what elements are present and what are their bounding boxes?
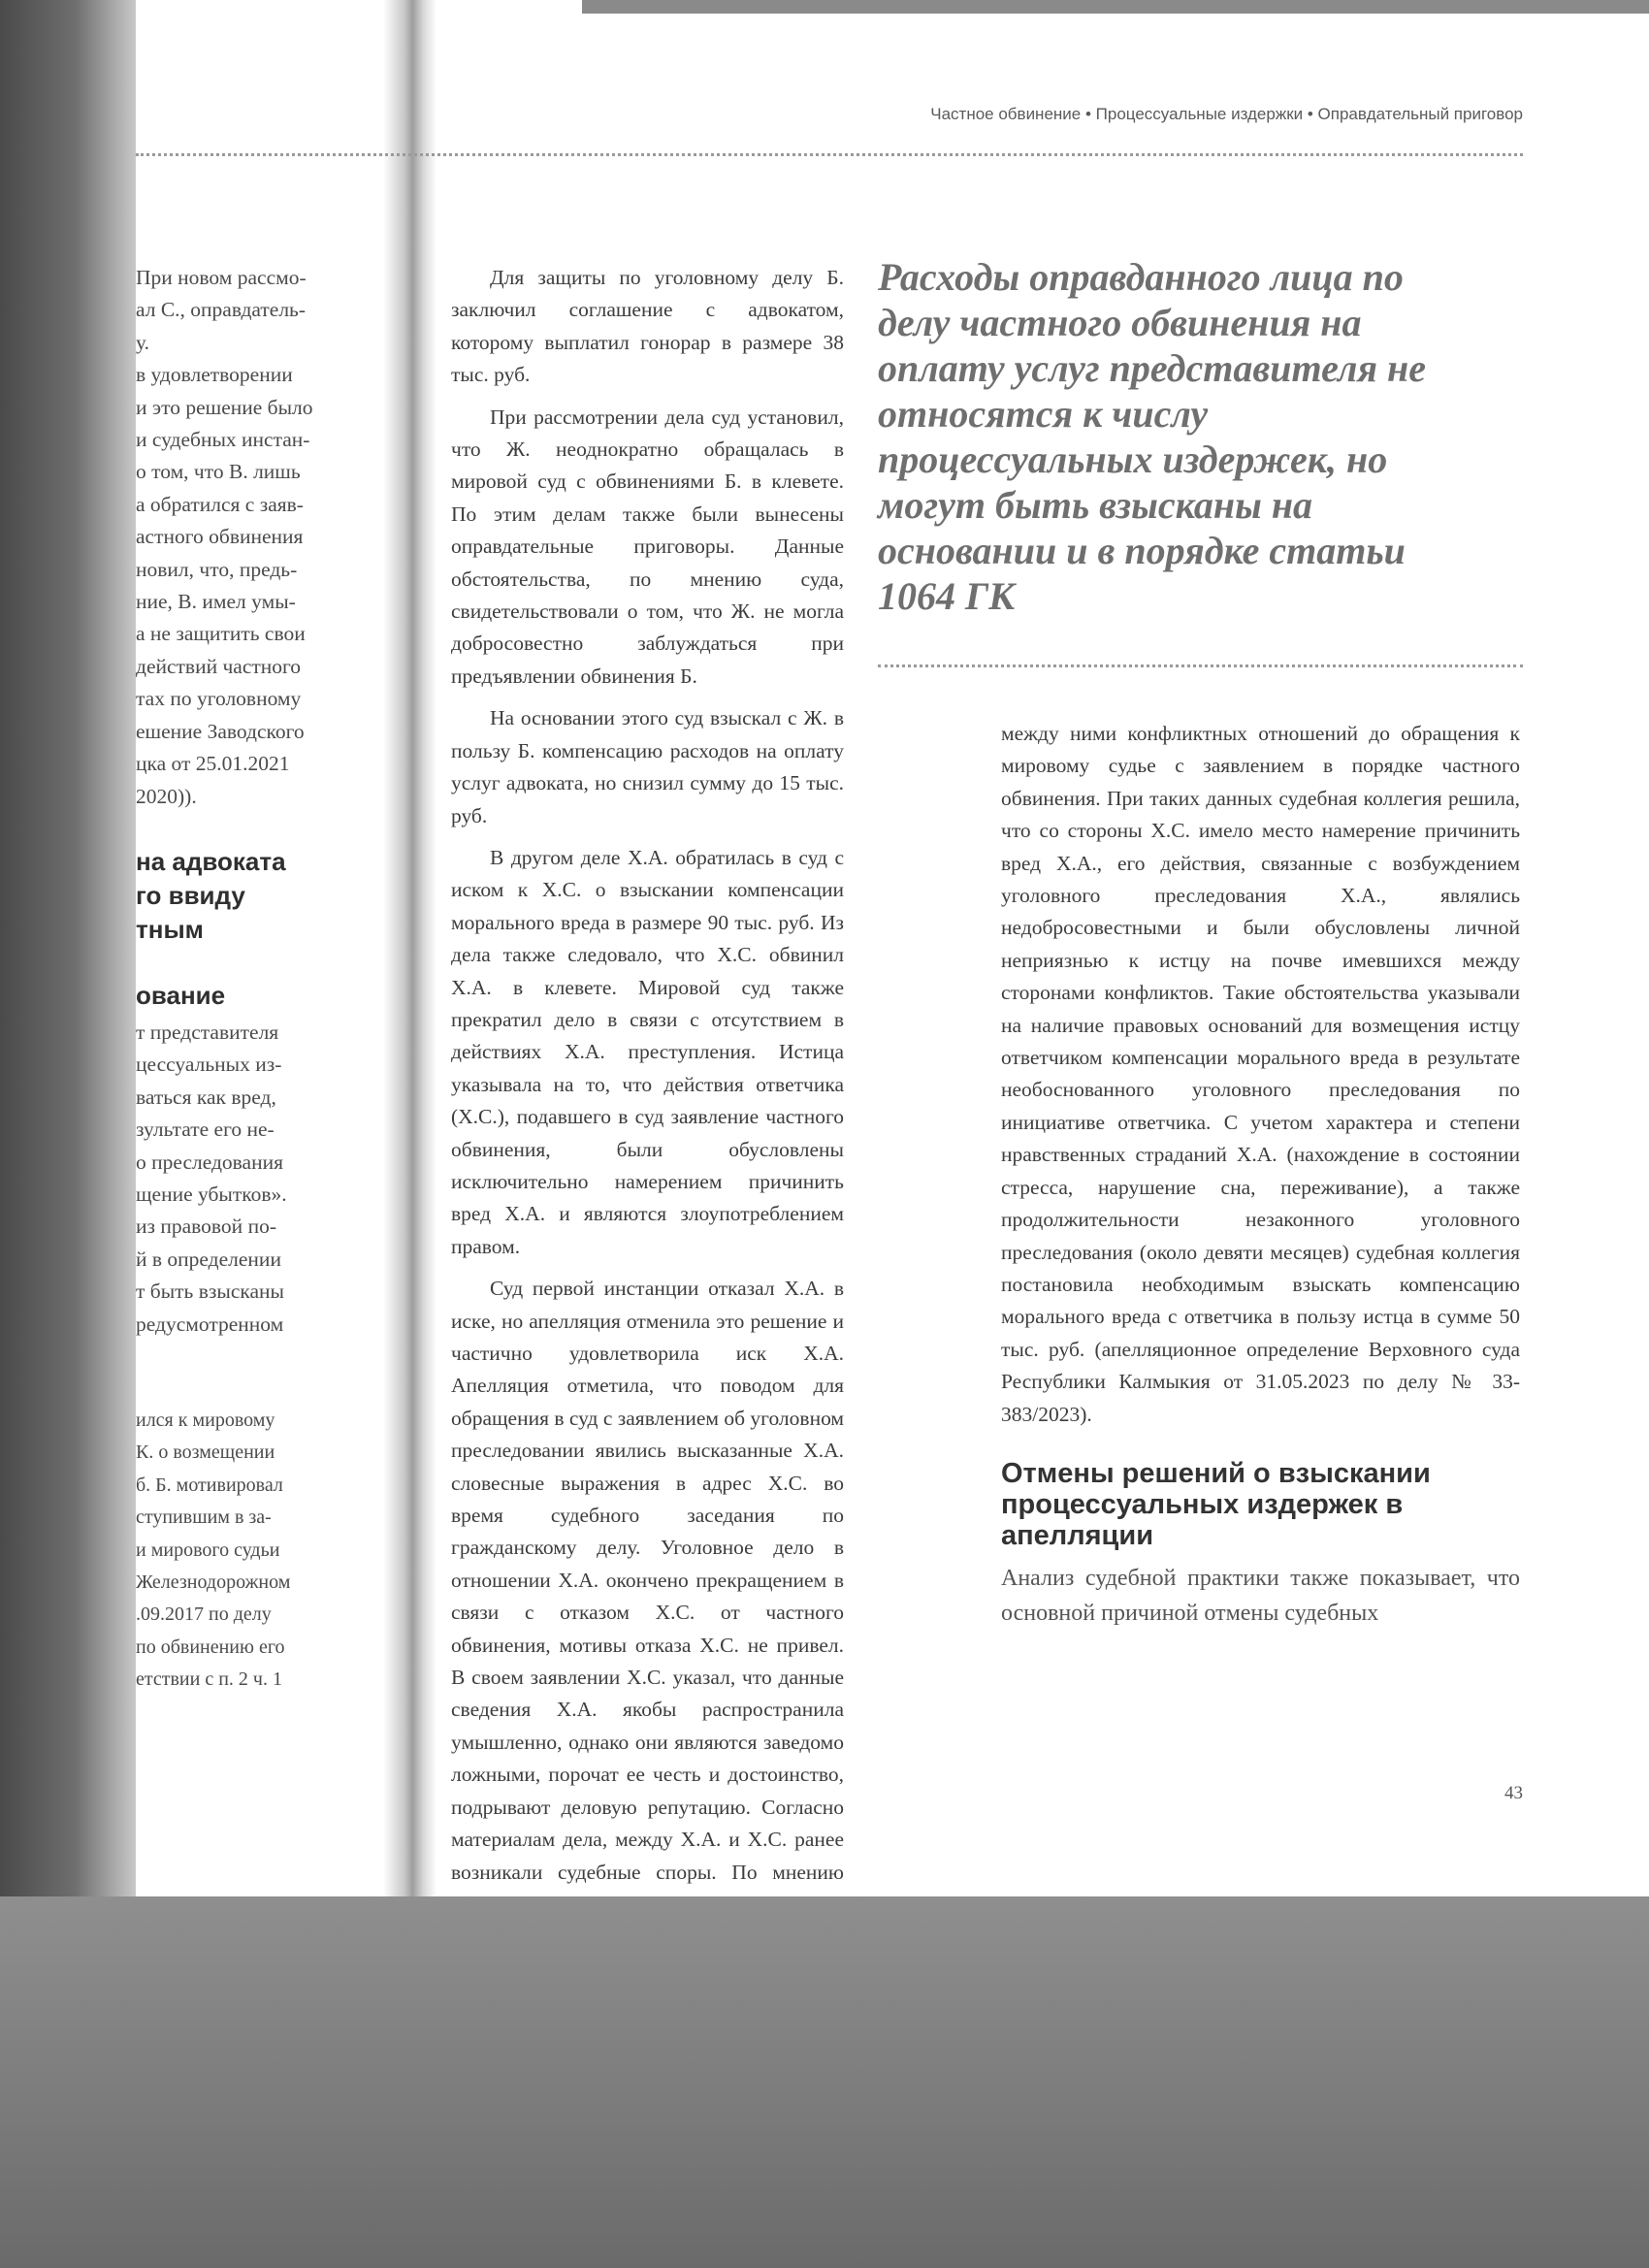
left-column-line: и мирового судьи — [136, 1539, 280, 1561]
page-number: 43 — [1504, 1783, 1523, 1803]
left-column-line: ал С., оправдатель- — [136, 298, 307, 322]
left-column-heading-line: тным — [136, 914, 204, 944]
left-column-heading-line: на адвоката — [136, 846, 286, 876]
left-column-line: а обратился с заяв- — [136, 492, 304, 516]
left-column-line: цка от 25.01.2021 — [136, 752, 290, 776]
pull-quote-divider — [878, 664, 1523, 667]
middle-column-paragraph: При рассмотрении дела суд установил, что Ж. неоднократно обращалась в мировой суд с обвинениями Б. в клевете. По этим делам также были вынесены оправдательные приговоры. Данные обстоятельства, по мнению суда, свидетельствовали о том, что Ж. не могла добросовестно заблуждаться при предъявлении обвинения Б. — [451, 405, 844, 688]
middle-column-paragraph: Для защиты по уголовному делу Б. заключил соглашение с адвокатом, которому выплатил гонорар в размере 38 тыс. руб. — [451, 266, 844, 387]
left-column-line: и судебных инстан- — [136, 428, 310, 452]
left-column-heading-line: го ввиду — [136, 880, 245, 910]
right-column-paragraph: между ними конфликтных отношений до обращения к мировому судье с заявлением в порядке частного обвинения. При таких данных судебная коллегия решила, что со стороны Х.С. имело место намерение причинить вред Х.А., его действия, связанные с возбуждением уголовного преследования Х.А., являлись недобросовестными и были обусловлены личной неприязнью к истцу на почве имевшихся между сторонами конфликтов. Такие обстоятельства указывали на наличие правовых оснований для возмещения истцу ответчиком компенсации морального вреда в результате необоснованного уголовного преследования по инициативе ответчика. С учетом характера и степени нравственных страданий Х.А. (нахождение в состоянии стресса, нарушение сна, переживание), а также продолжительности незаконного уголовного преследования (около девяти месяцев) судебная коллегия постановила необходимым взыскать компенсацию морального вреда с ответчика в пользу истца в сумме 50 тыс. руб. (апелляционное определение Верховного суда Республики Калмыкия от 31.05.2023 по делу № 33-383/2023). — [1001, 722, 1520, 1426]
left-column-line: редусмотренном — [136, 1312, 284, 1336]
left-column-line: о том, что В. лишь — [136, 460, 301, 484]
left-column-text-c — [136, 1405, 340, 1697]
left-column-line: по обвинению его — [136, 1636, 285, 1658]
middle-column-paragraph: Суд первой инстанции отказал Х.А. в иске, но апелляция отменила это решение и частично удовлетворила иск Х.А. Апелляция отметила, что поводом для обращения в суд с заявлением об уголовном преследовании явились высказанные Х.А. словесные выражения в адрес Х.С. во время судебного заседания по гражданскому делу. Уголовное дело в отношении Х.А. окончено прекращением в связи с отказом Х.С. от частного обвинения, мотивы отказа Х.С. не привел. В своем заявлении Х.С. указал, что данные сведения Х.А. якобы распространила умышленно, однако они являются заведомо ложными, порочат ее честь и достоинство, подрывают деловую репутацию. Согласно материалам дела, между Х.А. и Х.С. ранее возникали судебные споры. По мнению — [451, 1277, 845, 1884]
left-column-line: и это решение было — [136, 395, 313, 419]
middle-column — [451, 262, 844, 1930]
left-column-line: етствии с п. 2 ч. 1 — [136, 1669, 282, 1691]
left-column-line: ешение Заводского — [136, 719, 305, 743]
left-column-line: в удовлетворении — [136, 363, 293, 387]
left-column-line: т представителя — [136, 1020, 279, 1044]
pull-quote: Расходы оправданного лица по делу частного обвинения на оплату услуг представителя не относятся к числу процессуальных издержек, но могут быть взысканы на основании и в порядке статьи 1064 ГК — [878, 255, 1426, 618]
scan-bottom-bar — [0, 1896, 1649, 2268]
left-column-line: астного обвинения — [136, 525, 304, 549]
scan-top-strip — [582, 0, 1649, 14]
right-column — [1001, 718, 1520, 1631]
middle-column-paragraph: На основании этого суд взыскал с Ж. в пользу Б. компенсацию расходов на оплату услуг адвоката, но снизил сумму до 15 тыс. руб. — [451, 706, 844, 827]
left-column-line: .09.2017 по делу — [136, 1604, 272, 1626]
left-column-line: цессуальных из- — [136, 1053, 282, 1077]
left-column-text-a — [136, 262, 340, 813]
middle-column-paragraph: В другом деле Х.А. обратилась в суд с иском к Х.С. о взыскании компенсации морального вреда в размере 90 тыс. руб. Из дела также следовало, что Х.С. обвинил Х.А. в клевете. Мировой суд также прекратил дело в связи с отсутствием в действиях Х.А. преступления. Истица указывала на то, что действия ответчика (Х.С.), подавшего в суд заявление частного обвинения, были обусловлены исключительно намерением причинить вред Х.А. и являются злоупотреблением правом. — [451, 845, 844, 1258]
left-column — [136, 262, 340, 1697]
header-divider — [136, 153, 1523, 156]
left-column-line: й в определении — [136, 1247, 281, 1271]
left-column-line: ился к мировому — [136, 1409, 275, 1431]
scan-left-shadow — [0, 0, 136, 1896]
left-column-line: из правовой по- — [136, 1215, 276, 1239]
left-column-heading-b: ование — [136, 980, 226, 1010]
left-column-line: Железнодорожном — [136, 1571, 291, 1593]
running-head: Частное обвинение • Процессуальные издержки • Оправдательный приговор — [930, 105, 1523, 123]
left-column-line: ние, В. имел умы- — [136, 590, 296, 614]
section-lead: Анализ судебной практики также показывает, что основной причиной отмены судебных — [1001, 1565, 1520, 1626]
left-column-line: 2020)). — [136, 784, 197, 808]
left-column-line: щение убытков». — [136, 1182, 287, 1206]
left-column-line: действий частного — [136, 654, 302, 678]
left-column-line: б. Б. мотивировал — [136, 1474, 283, 1496]
book-gutter — [383, 0, 436, 1896]
left-column-text-b — [136, 1017, 340, 1341]
left-column-heading — [136, 845, 340, 947]
left-column-line: а не защитить свои — [136, 622, 306, 646]
left-column-line: ваться как вред, — [136, 1085, 276, 1109]
left-column-line: т быть взысканы — [136, 1280, 284, 1304]
left-column-line: К. о возмещении — [136, 1442, 275, 1464]
left-column-line: о преследования — [136, 1150, 283, 1174]
left-column-line: При новом рассмо- — [136, 266, 307, 289]
left-column-line: у. — [136, 330, 149, 354]
left-column-line: зультате его не- — [136, 1118, 275, 1142]
section-heading: Отмены решений о взыскании процессуальных издержек в апелляции — [1001, 1457, 1431, 1551]
left-column-line: тах по уголовному — [136, 687, 302, 711]
left-column-line: новил, что, предь- — [136, 557, 298, 581]
left-column-line: ступившим в за- — [136, 1507, 272, 1529]
